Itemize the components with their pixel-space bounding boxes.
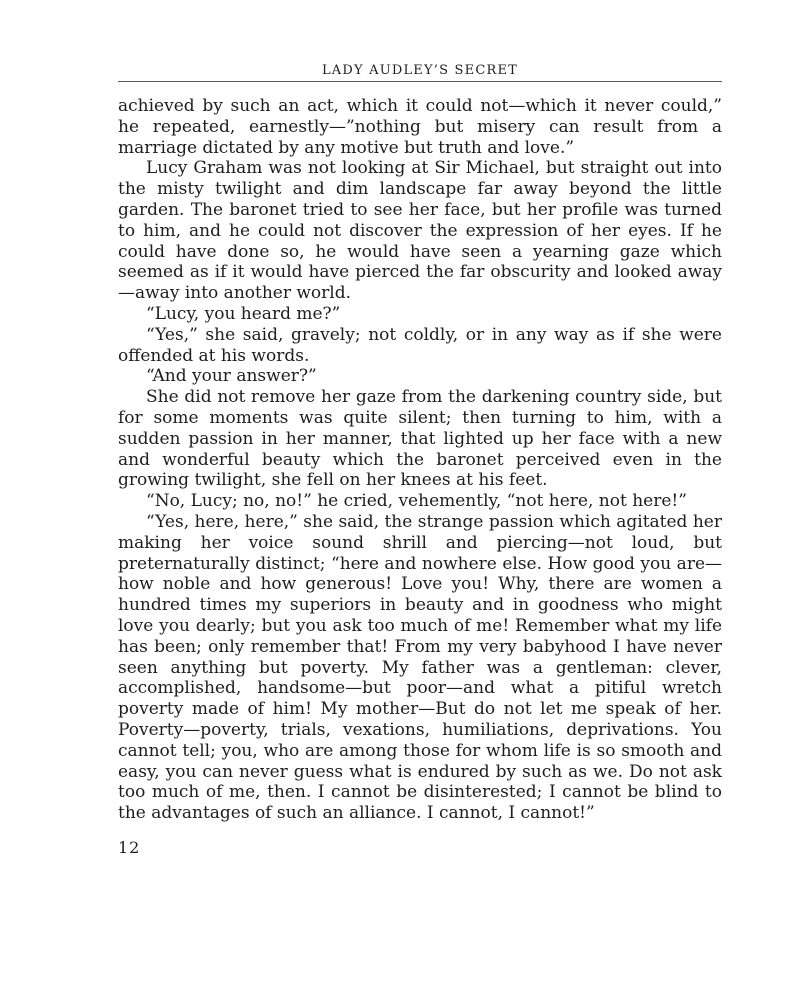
paragraph: Lucy Graham was not looking at Sir Michael, but straight out into the misty twilight and dim landscape far away beyond the little garden. The baronet tried to see her face, but her profile was turned to him, and he could not discover the expression of her eyes. If he could have done so, he would have seen a yearning gaze which seemed as if it would have pierced the far obscurity and looked away—away into another world.	[118, 158, 722, 304]
paragraph: She did not remove her gaze from the darkening country side, but for some moments was quite silent; then turning to him, with a sudden passion in her manner, that lighted up her face with a new and wonderful beauty which the baronet perceived even in the growing twilight, she fell on her knees at his feet.	[118, 387, 722, 491]
paragraph: “Yes, here, here,” she said, the strange passion which agitated her making her voice sound shrill and piercing—not loud, but preternaturally distinct; “here and nowhere else. How good you are—how noble and how generous! Love you! Why, there are women a hundred times my superiors in beauty and in goodness who might love you dearly; but you ask too much of me! Remember what my life has been; only remember that! From my very babyhood I have never seen anything but poverty. My father was a gentleman: clever, accomplished, handsome—but poor—and what a pitiful wretch poverty made of him! My mother—But do not let me speak of her. Poverty—poverty, trials, vexations, humiliations, deprivations. You cannot tell; you, who are among those for whom life is so smooth and easy, you can never guess what is endured by such as we. Do not ask too much of me, then. I cannot be disinterested; I cannot be blind to the advantages of such an alliance. I cannot, I cannot!”	[118, 511, 722, 824]
paragraph: “No, Lucy; no, no!” he cried, vehemently, “not here, not here!”	[146, 491, 687, 512]
paragraph: “Lucy, you heard me?”	[146, 303, 341, 324]
paragraph: “Yes,” she said, gravely; not coldly, or in any way as if she were offended at his words.	[118, 324, 722, 366]
body-text	[118, 96, 722, 824]
page-number: 12	[118, 837, 141, 857]
paragraph-continuation: achieved by such an act, which it could not—which it never could,” he repeated, earnestly—”nothing but misery can result from a marriage dictated by any motive but truth and love.”	[118, 96, 722, 158]
book-page	[118, 62, 722, 858]
running-head: LADY AUDLEY’S SECRET	[118, 62, 722, 82]
paragraph: “And your answer?”	[146, 366, 317, 387]
